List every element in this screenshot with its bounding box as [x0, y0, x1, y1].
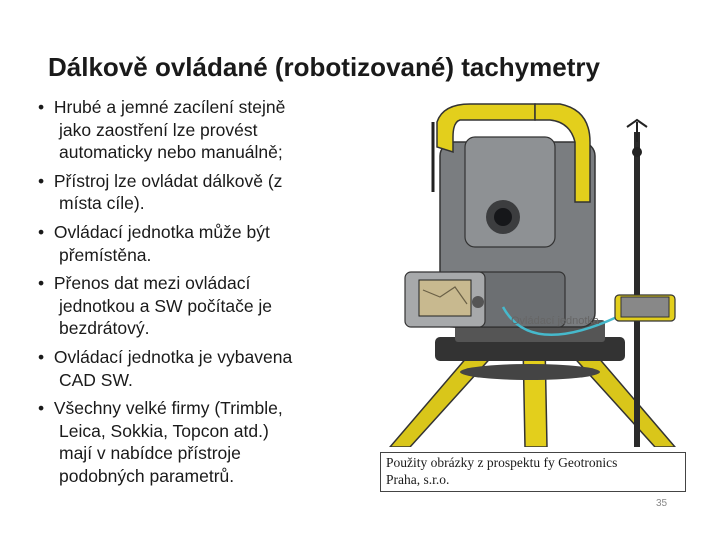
bullet-item: • Přístroj lze ovládat dálkově (z místa cíle). [38, 170, 283, 214]
bullet-text: Ovládací jednotka je vybavena CAD SW. [53, 346, 293, 390]
bullet-item: • Ovládací jednotka může být přemístěna. [38, 221, 270, 265]
image-caption: Použity obrázky z prospektu fy Geotronics Praha, s.r.o. [380, 452, 686, 492]
bullet-item: • Přenos dat mezi ovládací jednotkou a SW počítače je bezdrátový. [38, 273, 273, 339]
bullet-text: Přenos dat mezi ovládací jednotkou a SW počítače je bezdrátový. [53, 273, 273, 339]
bullet-text: Hrubé a jemné zacílení stejně jako zaostření lze provést automaticky nebo manuálně; [53, 97, 286, 163]
page-number: 35 [656, 498, 668, 509]
slide-title: Dálkově ovládané (robotizované) tachymetry [48, 52, 600, 82]
bullet-text: Přístroj lze ovládat dálkově (z místa cíle). [53, 170, 283, 214]
total-station-illustration [405, 104, 595, 327]
robotic-total-station-photo [385, 92, 685, 447]
bullet-list [38, 96, 358, 494]
bullet-item: • Všechny velké firmy (Trimble, Leica, Sokkia, Topcon atd.) mají v nabídce přístroje podobných parametrů. [38, 398, 283, 486]
bullet-text: Ovládací jednotka může být přemístěna. [53, 221, 270, 265]
tripod-illustration [390, 320, 675, 447]
bullet-item: • Ovládací jednotka je vybavena CAD SW. [38, 346, 293, 390]
bullet-text: Všechny velké firmy (Trimble, Leica, Sokkia, Topcon atd.) mají v nabídce přístroje podobných parametrů. [53, 398, 283, 486]
bullet-item: • Hrubé a jemné zacílení stejně jako zaostření lze provést automaticky nebo manuálně; [38, 97, 286, 163]
callout-label: Ovládací jednotka [511, 315, 600, 327]
